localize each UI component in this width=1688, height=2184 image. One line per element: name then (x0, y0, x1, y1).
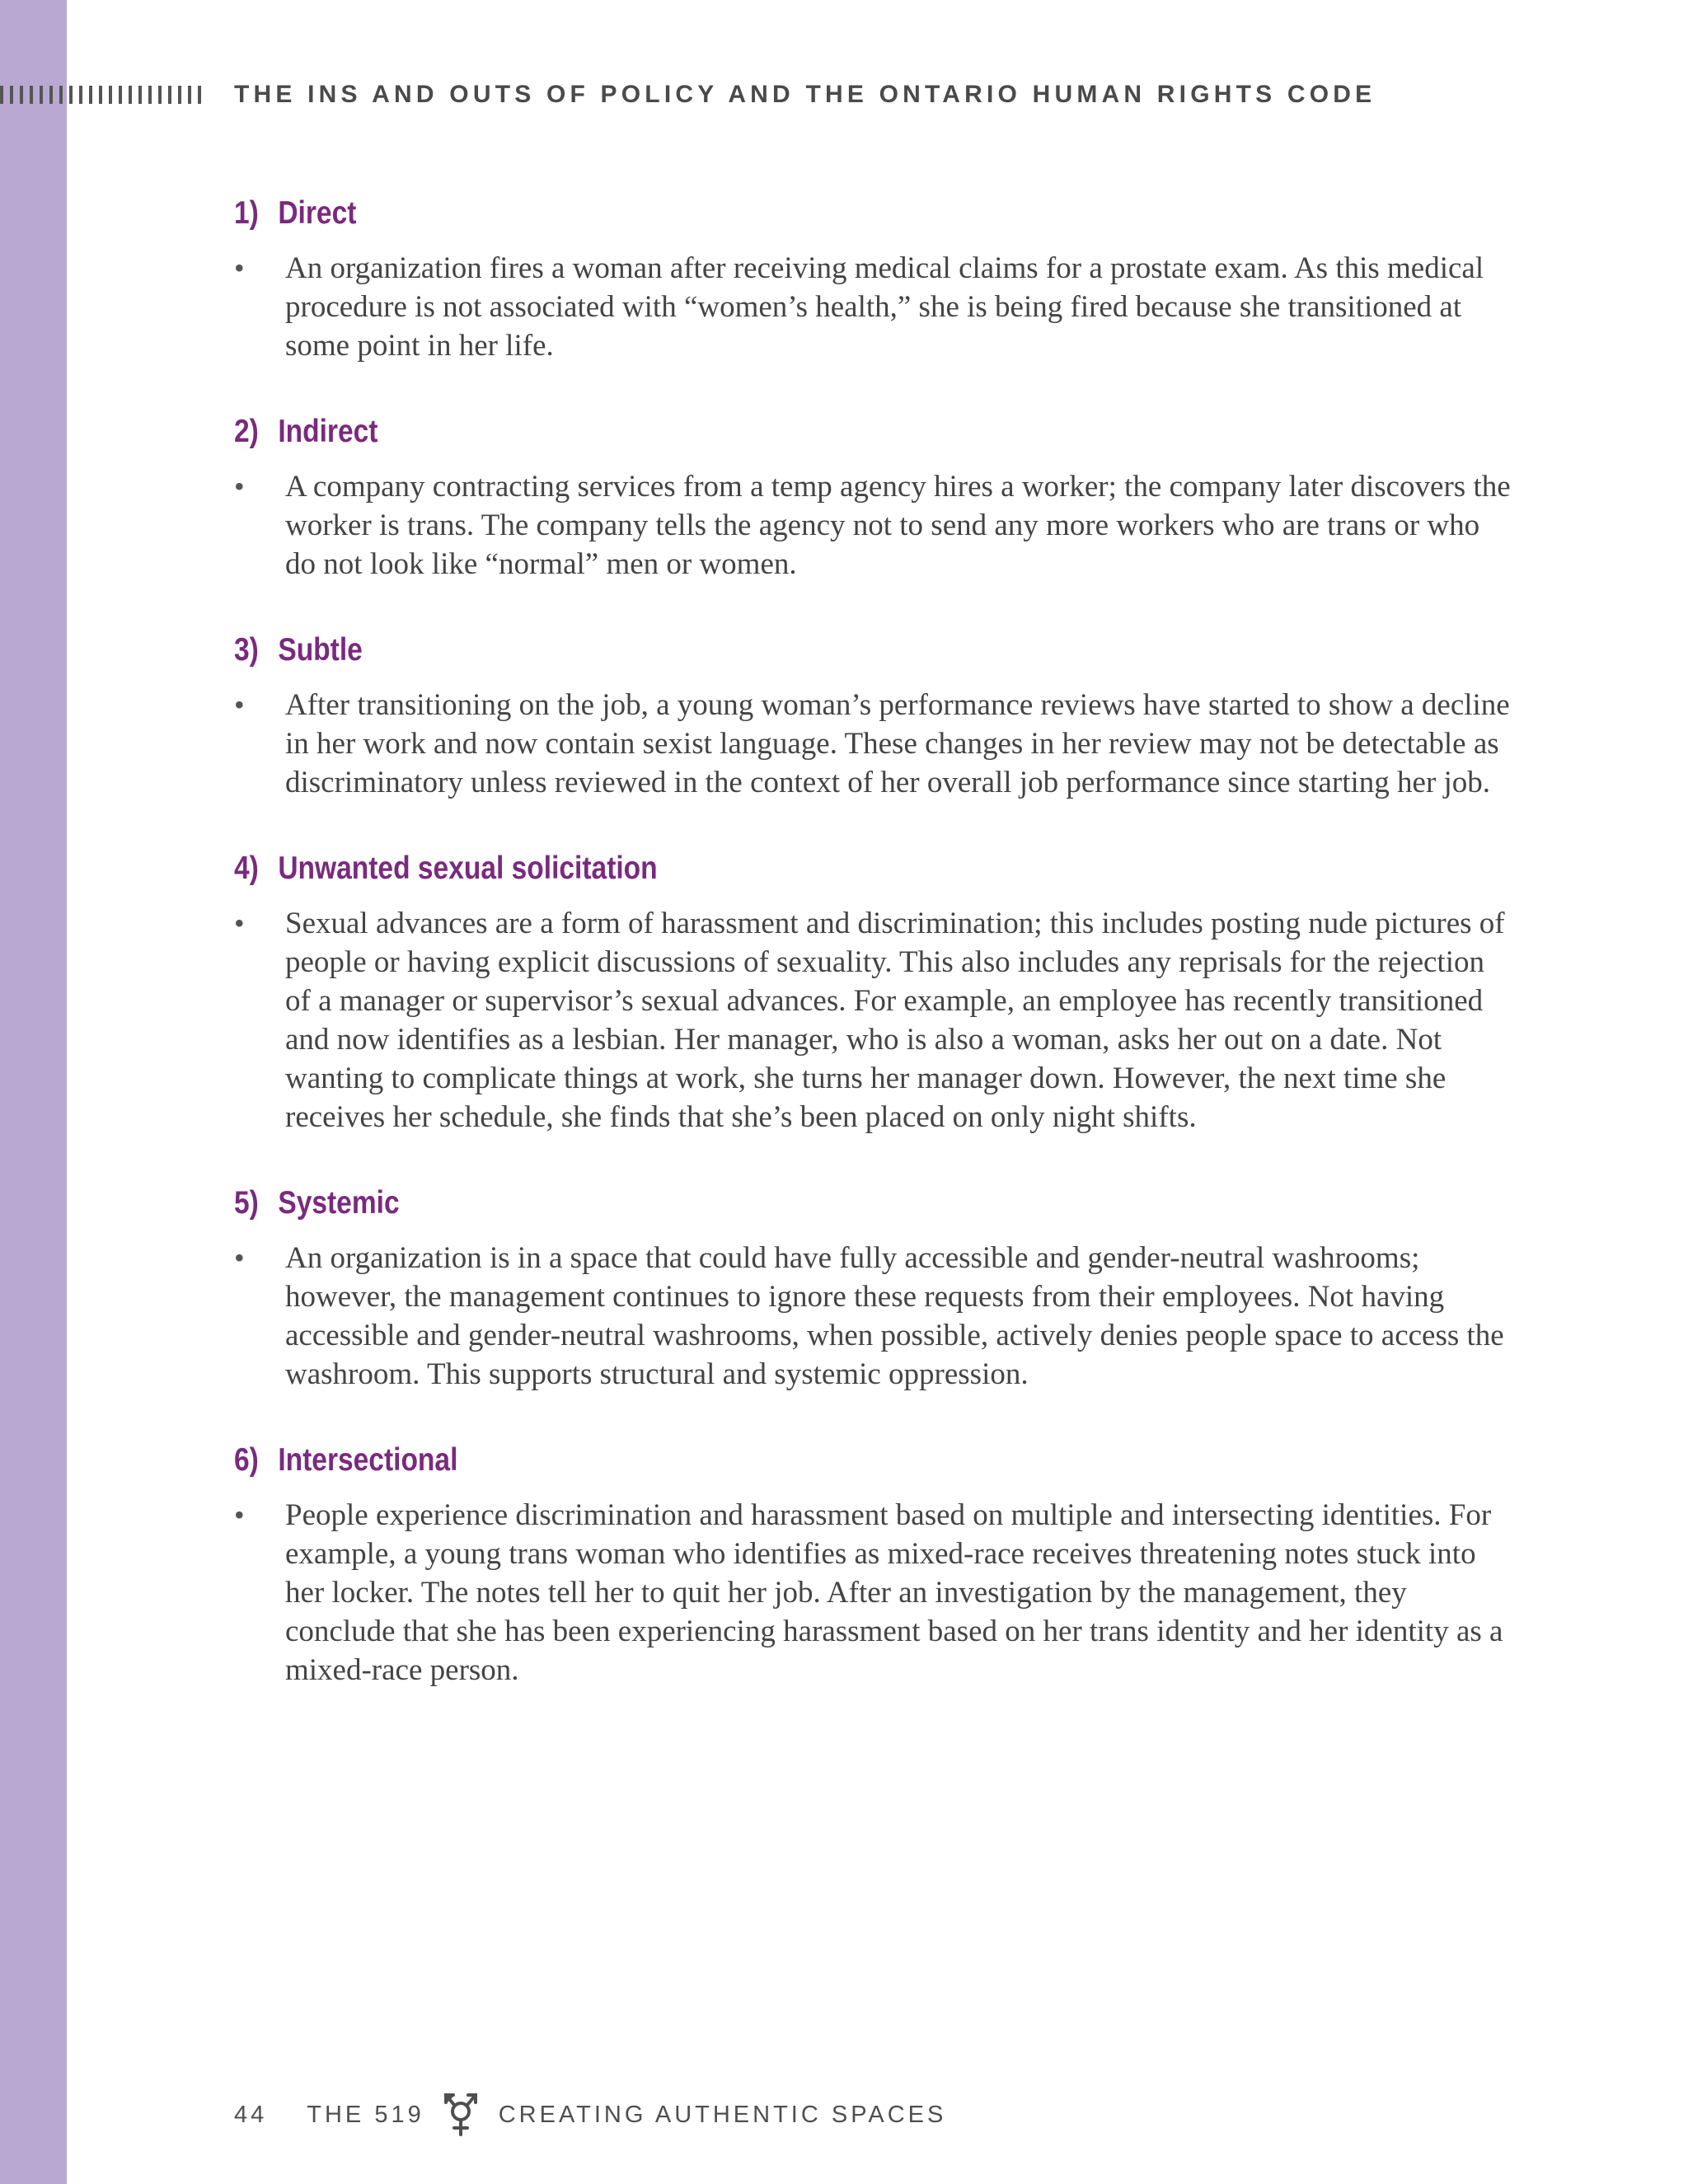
section-title: Unwanted sexual solicitation (278, 851, 658, 886)
bullet-icon: • (234, 1241, 245, 1274)
side-color-bar (0, 0, 67, 2184)
footer-publication-title: CREATING AUTHENTIC SPACES (498, 2101, 947, 2128)
section-direct (234, 190, 1520, 365)
section-heading (234, 1179, 1340, 1227)
section-title: Systemic (278, 1185, 400, 1221)
section-systemic (234, 1179, 1520, 1394)
main-content (234, 190, 1520, 1732)
bullet-icon: • (234, 688, 245, 721)
section-heading (234, 626, 1340, 674)
running-header: THE INS AND OUTS OF POLICY AND THE ONTARIO HUMAN RIGHTS CODE (234, 81, 1376, 108)
page-footer (234, 2092, 946, 2138)
page-number: 44 (234, 2101, 268, 2128)
section-title: Direct (278, 195, 357, 231)
section-number: 3) (234, 632, 259, 668)
section-title: Intersectional (278, 1442, 458, 1478)
section-indirect (234, 408, 1520, 583)
section-heading (234, 1436, 1340, 1484)
section-title: Subtle (278, 632, 363, 668)
list-item (234, 686, 1520, 802)
section-title: Indirect (278, 414, 378, 449)
list-item (234, 904, 1520, 1137)
bullet-icon: • (234, 907, 245, 940)
section-heading (234, 190, 1340, 237)
list-item-text: An organization fires a woman after receiving medical claims for a prostate exam. As this medical procedure is not associated with “women’s health,” she is being fired because she transitioned at some point in her life. (285, 251, 1484, 363)
section-unwanted-sexual-solicitation (234, 845, 1520, 1137)
section-subtle (234, 626, 1520, 802)
bullet-icon: • (234, 251, 245, 284)
section-number: 6) (234, 1442, 259, 1478)
list-item (234, 1496, 1520, 1690)
section-intersectional (234, 1436, 1520, 1690)
bullet-icon: • (234, 1498, 245, 1531)
list-item (234, 1239, 1520, 1394)
section-number: 2) (234, 414, 259, 449)
list-item-text: People experience discrimination and harassment based on multiple and intersecting identities. For example, a young trans woman who identifies as mixed-race receives threatening notes stuck into her locker. The notes tell her to quit her job. After an investigation by the management, they conclude that she has been experiencing harassment based on her trans identity and her identity as a mixed-race person. (285, 1498, 1503, 1687)
list-item-text: After transitioning on the job, a young woman’s performance reviews have started to show a decline in her work and now contain sexist language. These changes in her review may not be detectable as discriminatory unless reviewed in the context of her overall job performance since starting her job. (285, 688, 1510, 799)
list-item-text: An organization is in a space that could have fully accessible and gender-neutral washrooms; however, the management continues to ignore these requests from their employees. Not having accessible and gender-neutral washrooms, when possible, actively denies people space to access the washroom. This supports structural and systemic oppression. (285, 1241, 1504, 1391)
list-item (234, 249, 1520, 365)
bullet-icon: • (234, 470, 245, 503)
footer-organization: THE 519 (307, 2101, 424, 2128)
section-heading (234, 408, 1340, 456)
list-item-text: Sexual advances are a form of harassment and discrimination; this includes posting nude pictures of people or having explicit discussions of sexuality. This also includes any reprisals for the rejection of a manager or supervisor’s sexual advances. For example, an employee has recently transitioned and now identifies as a lesbian. Her manager, who is also a woman, asks her out on a date. Not wanting to complicate things at work, she turns her manager down. However, the next time she receives her schedule, she finds that she’s been placed on only night shifts. (285, 907, 1505, 1134)
section-number: 1) (234, 195, 259, 231)
list-item-text: A company contracting services from a temp agency hires a worker; the company later discovers the worker is trans. The company tells the agency not to send any more workers who are trans or who do not look like “normal” men or women. (285, 470, 1511, 581)
section-heading (234, 845, 1340, 893)
transgender-symbol-icon (443, 2092, 479, 2138)
list-item (234, 467, 1520, 583)
section-number: 4) (234, 851, 259, 886)
section-number: 5) (234, 1185, 259, 1221)
header-tick-marks (0, 86, 203, 104)
